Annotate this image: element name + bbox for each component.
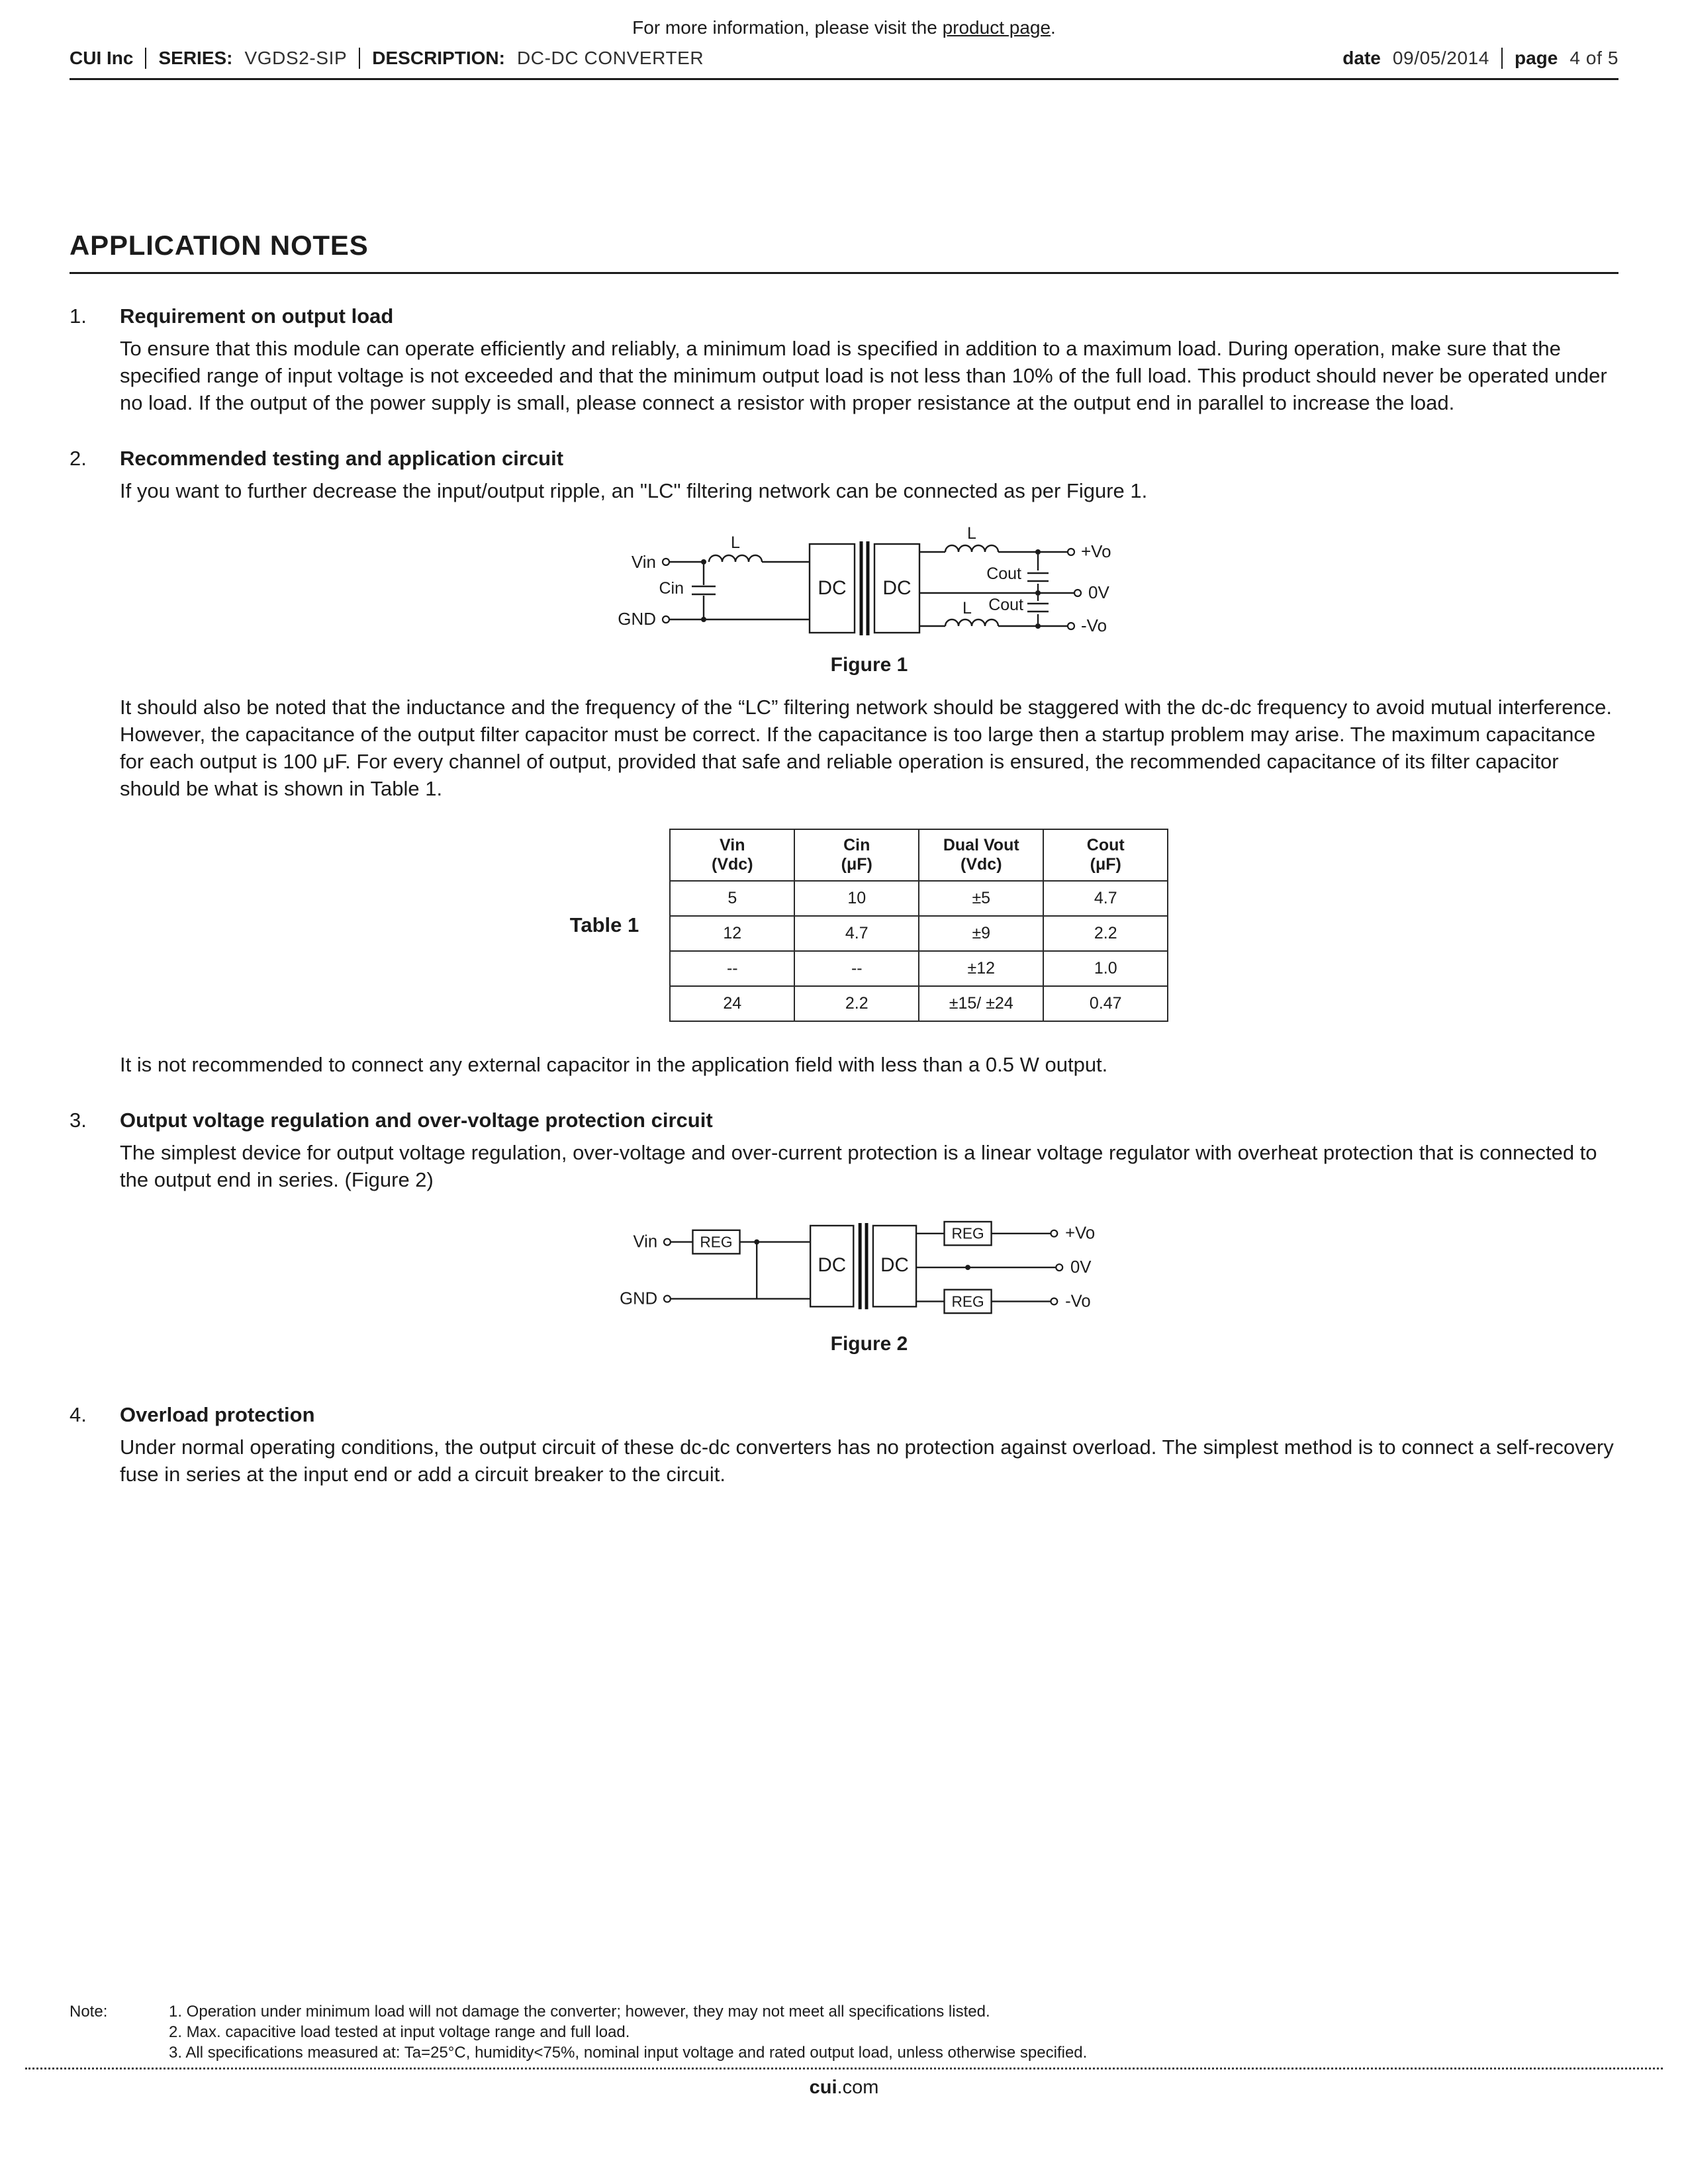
- note-label: Note:: [70, 2003, 108, 2021]
- vin-terminal: [664, 1239, 671, 1246]
- column-header-cout: [1043, 829, 1168, 881]
- regulator-label: REG: [951, 1224, 984, 1242]
- company-name: CUI Inc: [70, 48, 134, 68]
- section-paragraph: To ensure that this module can operate efficiently and reliably, a minimum load is specified in addition to a maximum load. During operation, make sure that the specified range of input voltage is not exceeded and that the minimum output load is not less than 10% of the full load. This product should never be operated under no load. If the output of the power supply is small, please connect a resistor with proper resistance at the output end in parallel to increase the load.: [120, 337, 1607, 414]
- table-cell: 4.7: [1043, 881, 1168, 916]
- dc-block-label: DC: [818, 1254, 847, 1277]
- table-cell: 12: [670, 916, 794, 951]
- header-name: Cout: [1086, 836, 1125, 854]
- column-header-vin: [670, 829, 794, 881]
- column-header-cin: [794, 829, 919, 881]
- header-name: Dual Vout: [943, 836, 1019, 854]
- header-unit: (Vdc): [961, 855, 1002, 874]
- header-right: [1342, 48, 1618, 69]
- junction-dot: [1035, 623, 1041, 629]
- inductor-label: L: [962, 599, 972, 617]
- zero-output-terminal: [1074, 590, 1081, 596]
- table-cell: 10: [794, 881, 919, 916]
- header-unit: (μF): [1090, 855, 1121, 874]
- section-paragraph: Under normal operating conditions, the output circuit of these dc-dc converters has no protection against overload. The simplest method is to connect a self-recovery fuse in series at the input end or add a circuit breaker to the circuit.: [120, 1435, 1614, 1486]
- table-cell: 2.2: [794, 986, 919, 1021]
- neg-output-terminal: [1051, 1298, 1057, 1304]
- pos-output-label: +Vo: [1081, 541, 1111, 561]
- gnd-terminal: [663, 616, 669, 623]
- output-inductor-top-icon: [945, 545, 998, 552]
- table-row: [670, 986, 1168, 1021]
- product-page-link[interactable]: product page: [942, 17, 1051, 38]
- dotted-divider: [25, 2068, 1663, 2070]
- table-cell: ±5: [919, 881, 1043, 916]
- figure-1: [120, 527, 1618, 676]
- section-number: 1.: [70, 304, 87, 328]
- table-row: [670, 916, 1168, 951]
- table-cell: ±9: [919, 916, 1043, 951]
- website-brand: cui: [809, 2077, 837, 2098]
- info-period: .: [1051, 17, 1056, 38]
- table-1-block: [120, 829, 1618, 1022]
- table-cell: 0.47: [1043, 986, 1168, 1021]
- section-heading: Recommended testing and application circuit: [120, 447, 564, 470]
- page-number: 4 of 5: [1570, 48, 1618, 68]
- section-overload-protection: [70, 1403, 1618, 1488]
- table-cell: 2.2: [1043, 916, 1168, 951]
- pos-output-label: +Vo: [1065, 1224, 1096, 1243]
- info-line: [0, 0, 1688, 38]
- description-label: DESCRIPTION:: [372, 48, 505, 68]
- section-paragraph: It is not recommended to connect any external capacitor in the application field with less than a 0.5 W output.: [120, 1053, 1108, 1076]
- dc-block-label: DC: [880, 1254, 909, 1277]
- footnote: 1. Operation under minimum load will not damage the converter; however, they may not meet all specifications listed.: [169, 2003, 990, 2021]
- neg-output-label: -Vo: [1065, 1292, 1091, 1311]
- cin-label: Cin: [659, 579, 684, 598]
- footnote-list: [169, 2001, 1087, 2063]
- input-capacitor-icon: [692, 565, 716, 622]
- figure2-circuit-diagram: [614, 1216, 1124, 1328]
- section-number: 3.: [70, 1109, 87, 1132]
- section-heading: Overload protection: [120, 1403, 315, 1426]
- section-paragraph: It should also be noted that the inductance and the frequency of the “LC” filtering network should be staggered with the dc-dc frequency to avoid mutual interference. However, the capacitance of the output filter capacitor must be correct. If the capacitance is too large then a startup problem may arise. The maximum capacitance for each output is 100 μF. For every channel of output, provided that safe and reliable operation is ensured, the recommended capacitance of its filter capacitor should be what is shown in Table 1.: [120, 696, 1613, 800]
- section-number: 2.: [70, 447, 87, 470]
- application-notes: [70, 304, 1618, 1488]
- section-recommended-testing-circuit: [70, 447, 1618, 1078]
- header-name: Vin: [720, 836, 745, 854]
- series-label: SERIES:: [158, 48, 233, 68]
- table-cell: 1.0: [1043, 951, 1168, 986]
- figure-2: [120, 1216, 1618, 1355]
- section-number: 4.: [70, 1403, 87, 1426]
- figure1-gnd-label: GND: [618, 609, 656, 629]
- website-domain: .com: [837, 2077, 879, 2098]
- table-cell: --: [670, 951, 794, 986]
- date-value: 09/05/2014: [1392, 48, 1489, 68]
- output-inductor-bottom-icon: [945, 619, 998, 626]
- cout-label: Cout: [988, 596, 1023, 614]
- pos-output-terminal: [1051, 1230, 1057, 1237]
- section-requirement-on-output-load: [70, 304, 1618, 416]
- figure2-caption: Figure 2: [830, 1333, 908, 1355]
- column-header-dual-vout: [919, 829, 1043, 881]
- figure1-caption: Figure 1: [830, 654, 908, 676]
- section-paragraph: The simplest device for output voltage regulation, over-voltage and over-current protection is a linear voltage regulator with overheat protection that is connected to the output end in series. (Figure 2): [120, 1141, 1597, 1191]
- cout-label: Cout: [986, 565, 1021, 583]
- table-cell: ±12: [919, 951, 1043, 986]
- page-label: page: [1514, 48, 1558, 68]
- info-text: For more information, please visit the: [632, 17, 943, 38]
- description-value: DC-DC CONVERTER: [516, 48, 704, 68]
- zero-output-terminal: [1056, 1264, 1062, 1271]
- page-title: APPLICATION NOTES: [70, 230, 1618, 274]
- header-unit: (Vdc): [712, 855, 753, 874]
- table-row: [670, 951, 1168, 986]
- figure2-gnd-label: GND: [620, 1289, 658, 1308]
- inductor-label: L: [967, 527, 976, 543]
- section-heading: Output voltage regulation and over-voltage protection circuit: [120, 1109, 713, 1132]
- header-divider: [359, 48, 360, 69]
- header-divider: [145, 48, 146, 69]
- figure2-vin-label: Vin: [633, 1232, 658, 1251]
- table-cell: 24: [670, 986, 794, 1021]
- neg-output-label: -Vo: [1081, 615, 1107, 635]
- header-unit: (μF): [841, 855, 872, 874]
- gnd-terminal: [664, 1296, 671, 1302]
- zero-output-label: 0V: [1070, 1257, 1092, 1277]
- neg-output-terminal: [1068, 623, 1074, 629]
- section-paragraph: If you want to further decrease the input/output ripple, an "LC" filtering network can be connected as per Figure 1.: [120, 479, 1148, 502]
- website-footer: [0, 2077, 1688, 2099]
- junction-dot: [1035, 549, 1041, 555]
- figure1-vin-label: Vin: [631, 552, 656, 572]
- vin-terminal: [663, 559, 669, 565]
- dc-block-label: DC: [882, 577, 912, 599]
- header-left: [70, 48, 704, 69]
- pos-output-terminal: [1068, 549, 1074, 555]
- date-label: date: [1342, 48, 1381, 68]
- footnote: 3. All specifications measured at: Ta=25°C, humidity<75%, nominal input voltage and rated output load, unless otherwise specified.: [169, 2044, 1088, 2062]
- footnote: 2. Max. capacitive load tested at input voltage range and full load.: [169, 2023, 630, 2041]
- junction-dot: [965, 1265, 970, 1270]
- dc-block-label: DC: [818, 577, 847, 599]
- section-heading: Requirement on output load: [120, 304, 394, 328]
- header-bar: [70, 48, 1618, 80]
- input-inductor-icon: [709, 555, 762, 562]
- output-capacitor-bottom-icon: [1027, 596, 1049, 623]
- header-divider: [1501, 48, 1503, 69]
- header-name: Cin: [843, 836, 870, 854]
- figure1-circuit-diagram: [604, 527, 1134, 649]
- series-value: VGDS2-SIP: [244, 48, 348, 68]
- table-cell: 5: [670, 881, 794, 916]
- output-capacitor-top-icon: [1027, 555, 1049, 593]
- table-1: [669, 829, 1168, 1022]
- table-cell: --: [794, 951, 919, 986]
- table-header-row: [670, 829, 1168, 881]
- table-cell: 4.7: [794, 916, 919, 951]
- regulator-label: REG: [951, 1293, 984, 1310]
- footer-notes: [70, 2001, 1087, 2063]
- section-output-voltage-regulation: [70, 1109, 1618, 1373]
- zero-output-label: 0V: [1088, 582, 1109, 602]
- junction-dot: [701, 559, 706, 565]
- inductor-label: L: [731, 533, 740, 552]
- table1-label: Table 1: [569, 913, 639, 936]
- regulator-label: REG: [700, 1233, 733, 1251]
- table-cell: ±15/ ±24: [919, 986, 1043, 1021]
- table-row: [670, 881, 1168, 916]
- junction-dot: [1035, 590, 1041, 596]
